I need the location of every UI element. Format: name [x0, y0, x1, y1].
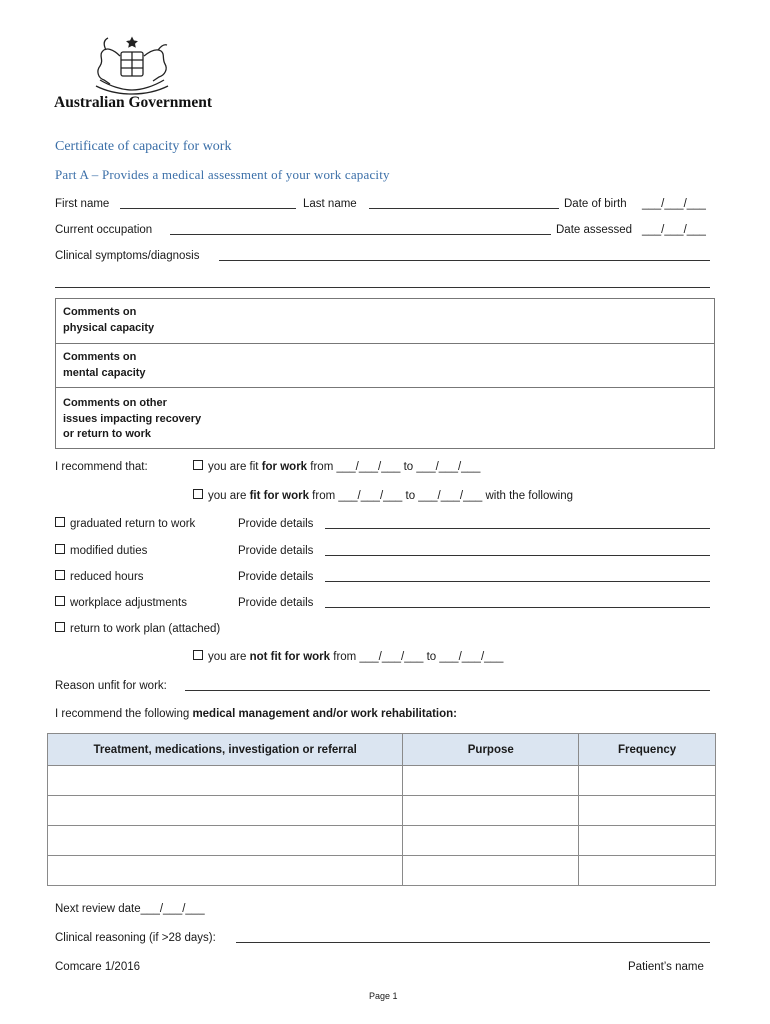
table-cell[interactable] — [48, 766, 403, 796]
rtw-plan-checkbox[interactable] — [55, 622, 65, 632]
option-rtw-plan[interactable]: return to work plan (attached) — [55, 622, 220, 636]
option-graduated-return[interactable]: graduated return to work — [55, 517, 195, 531]
details-field-workplace[interactable] — [325, 597, 710, 608]
table-row — [48, 796, 716, 826]
not-fit-option[interactable]: you are not fit for work from ___/___/___ to ___/___/___ — [193, 650, 503, 664]
column-header: Purpose — [403, 734, 579, 766]
reduced-hours-checkbox[interactable] — [55, 570, 65, 580]
coat-of-arms-logo — [86, 34, 178, 96]
reason-unfit-field[interactable] — [185, 680, 710, 691]
clinical-label: Clinical symptoms/diagnosis — [55, 250, 200, 262]
clinical-field-1[interactable] — [219, 250, 710, 261]
last-name-label: Last name — [303, 198, 357, 210]
comments-other-box[interactable] — [55, 387, 715, 449]
clinical-reasoning-label: Clinical reasoning (if >28 days): — [55, 932, 216, 944]
details-field-reduced[interactable] — [325, 571, 710, 582]
table-cell[interactable] — [403, 826, 579, 856]
details-field-graduated[interactable] — [325, 518, 710, 529]
table-row — [48, 766, 716, 796]
graduated-return-checkbox[interactable] — [55, 517, 65, 527]
option-workplace-adjustments[interactable]: workplace adjustments — [55, 596, 187, 610]
occupation-field[interactable] — [170, 224, 551, 235]
table-cell[interactable] — [48, 796, 403, 826]
fit-with-restrictions-checkbox[interactable] — [193, 489, 203, 499]
table-cell[interactable] — [48, 826, 403, 856]
provide-details-label: Provide details — [238, 597, 314, 609]
dob-label: Date of birth — [564, 198, 627, 210]
table-cell[interactable] — [403, 766, 579, 796]
fit-with-restrictions-option[interactable]: you are fit for work from ___/___/___ to ___/___/___ with the following — [193, 489, 573, 503]
footer-patient-name: Patient’s name — [628, 961, 704, 973]
provide-details-label: Provide details — [238, 545, 314, 557]
comments-physical-label: Comments on physical capacity — [63, 306, 155, 334]
dob-field[interactable]: ___/___/___ — [642, 198, 706, 210]
table-cell[interactable] — [579, 826, 716, 856]
table-header-row — [48, 734, 716, 766]
first-name-label: First name — [55, 198, 110, 210]
comments-other-label: Comments on other issues impacting recovery or return to work — [63, 397, 202, 440]
provide-details-label: Provide details — [238, 518, 314, 530]
not-fit-checkbox[interactable] — [193, 650, 203, 660]
column-header: Frequency — [579, 734, 716, 766]
modified-duties-checkbox[interactable] — [55, 544, 65, 554]
last-name-field[interactable] — [369, 198, 559, 209]
occupation-label: Current occupation — [55, 224, 153, 236]
org-name: Australian Government — [54, 94, 213, 111]
table-cell[interactable] — [403, 796, 579, 826]
reason-unfit-label: Reason unfit for work: — [55, 680, 167, 692]
table-cell[interactable] — [403, 856, 579, 886]
table-cell[interactable] — [579, 766, 716, 796]
table-cell[interactable] — [48, 856, 403, 886]
fit-for-work-checkbox[interactable] — [193, 460, 203, 470]
page-number: Page 1 — [369, 991, 398, 1001]
date-assessed-field[interactable]: ___/___/___ — [642, 224, 706, 236]
medical-management-label: I recommend the following medical management and/or work rehabilitation: — [55, 708, 457, 720]
clinical-field-2[interactable] — [55, 277, 710, 288]
first-name-field[interactable] — [120, 198, 296, 209]
comments-physical-box[interactable] — [55, 298, 715, 343]
workplace-adjustments-checkbox[interactable] — [55, 596, 65, 606]
option-modified-duties[interactable]: modified duties — [55, 544, 147, 558]
option-reduced-hours[interactable]: reduced hours — [55, 570, 144, 584]
column-header: Treatment, medications, investigation or referral — [48, 734, 403, 766]
provide-details-label: Provide details — [238, 571, 314, 583]
table-row — [48, 856, 716, 886]
comments-mental-label: Comments on mental capacity — [63, 351, 146, 379]
next-review-date[interactable]: Next review date___/___/___ — [55, 903, 205, 915]
table-cell[interactable] — [579, 856, 716, 886]
date-assessed-label: Date assessed — [556, 224, 633, 236]
recommend-label: I recommend that: — [55, 461, 148, 473]
table-row — [48, 826, 716, 856]
clinical-reasoning-field[interactable] — [236, 932, 710, 943]
page-title: Certificate of capacity for work — [55, 139, 232, 154]
footer-form-code: Comcare 1/2016 — [55, 961, 141, 973]
fit-for-work-option[interactable]: you are fit for work from ___/___/___ to ___/___/___ — [193, 460, 480, 474]
comments-mental-box[interactable] — [55, 343, 715, 387]
part-a-heading: Part A – Provides a medical assessment of your work capacity — [55, 167, 390, 182]
details-field-modified[interactable] — [325, 545, 710, 556]
table-cell[interactable] — [579, 796, 716, 826]
treatment-table — [47, 733, 716, 886]
